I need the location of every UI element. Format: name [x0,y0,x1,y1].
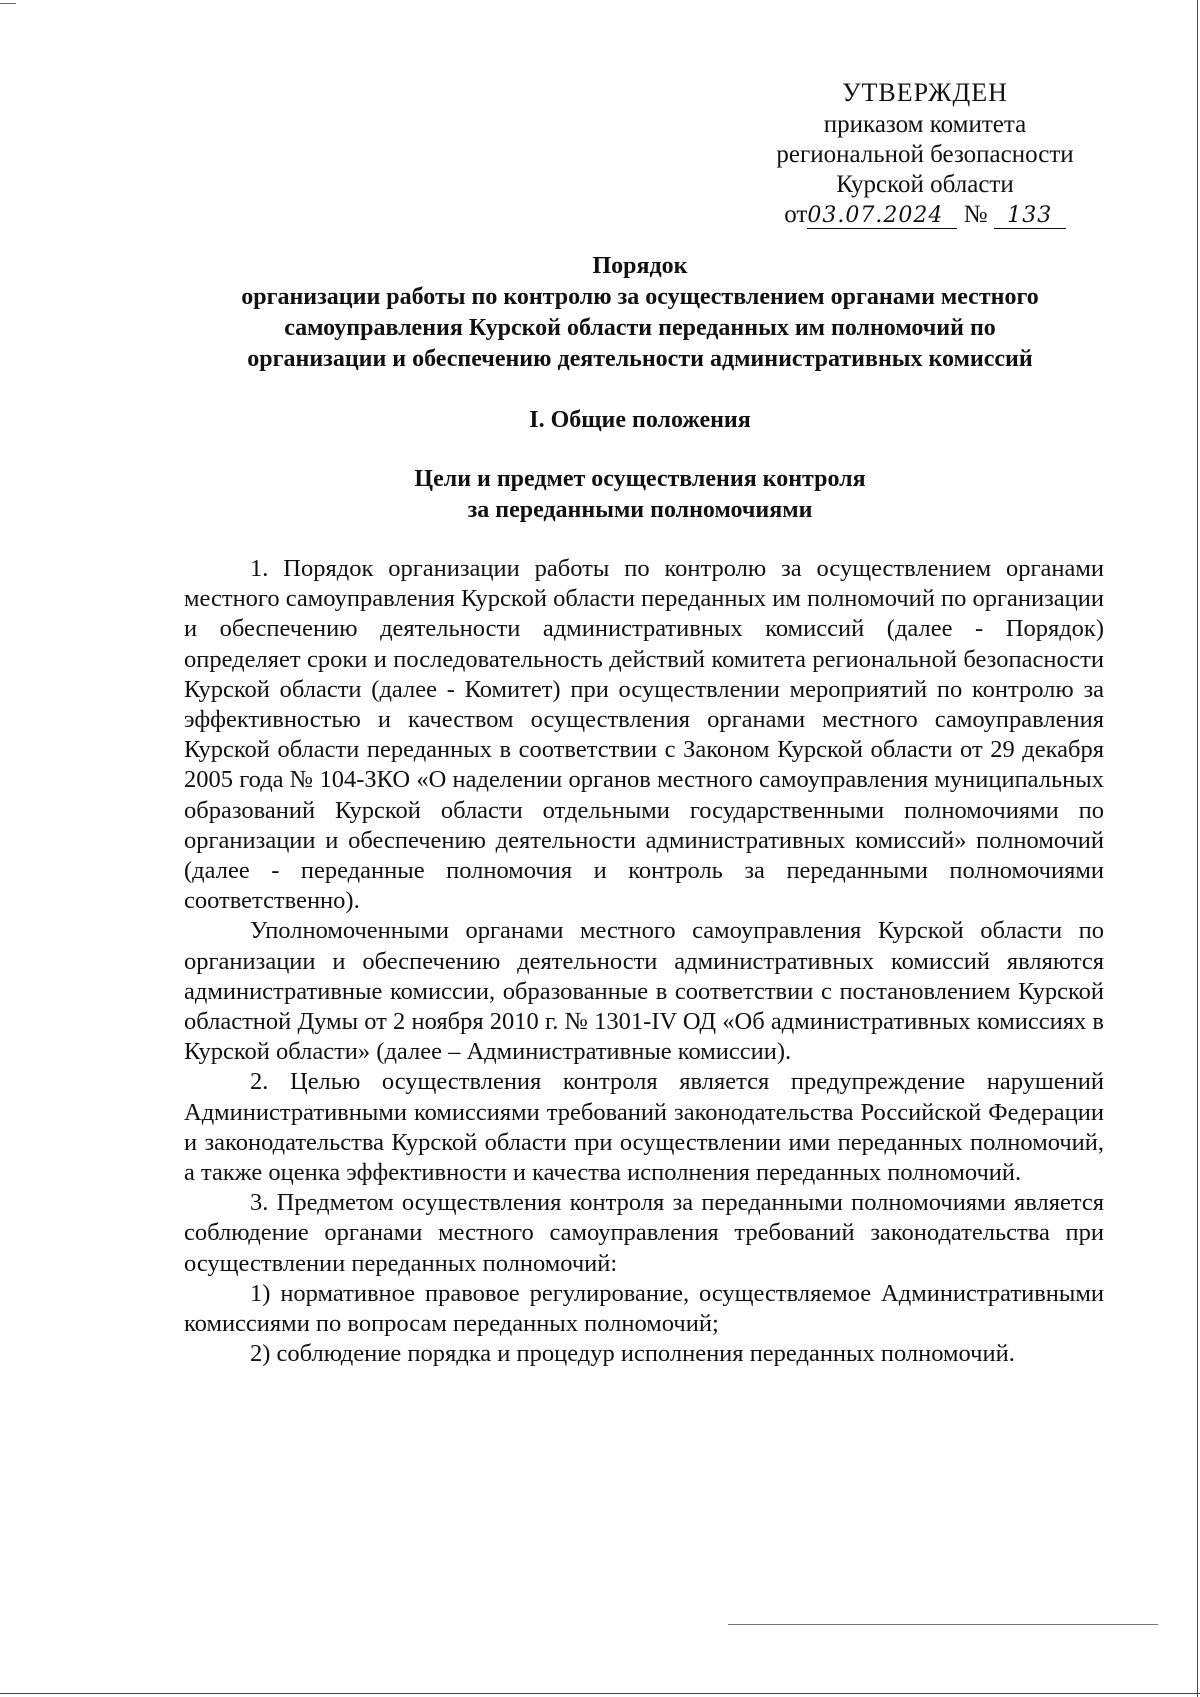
document-body [184,554,1104,1369]
date-prefix: от [784,201,808,228]
handwritten-number: 133 [994,204,1066,229]
section-subheading-line-2: за переданными полномочиями [467,497,813,523]
scan-edge-right [1197,0,1198,1697]
bottom-scan-line [728,1624,1158,1625]
number-prefix: № [963,201,988,228]
paragraph-1: 1. Порядок организации работы по контролю за осуществлением органами местного самоуправления Курской области переданных им полномочий по организации и обеспечению деятельности административных комиссий (далее - Порядок) определяет сроки и последовательность действий комитета региональной безопасности Курской области (далее - Комитет) при осуществлении мероприятий по контролю за эффективностью и качеством осуществления органами местного самоуправления Курской области переданных в соответствии с Законом Курской области от 29 декабря 2005 года № 104-ЗКО «О наделении органов местного самоуправления муниципальных образований Курской области отдельными государственными полномочиями по организации и обеспечению деятельности административных комиссий» полномочий (далее - переданные полномочия и контроль за переданными полномочиями соответственно). [184,555,1104,915]
approval-date-row [750,200,1100,230]
document-subtitle-line-1: организации работы по контролю за осуществлением органами местного [241,284,1039,310]
approval-block [750,78,1100,230]
paragraph-6: 2) соблюдение порядка и процедур исполнения переданных полномочий. [250,1340,1015,1368]
paragraph-5: 1) нормативное правовое регулирование, осуществляемое Административными комиссиями по вопросам переданных полномочий; [184,1279,1104,1338]
paragraph-3: 2. Целью осуществления контроля является предупреждение нарушений Административными комиссиями требований законодательства Российской Федерации и законодательства Курской области при осуществлении ими переданных полномочий, а также оценка эффективности и качества исполнения переданных полномочий. [184,1068,1104,1187]
section-subheading-line-1: Цели и предмет осуществления контроля [414,466,866,492]
approval-line-2: региональной безопасности [776,141,1074,168]
document-subtitle-line-3: организации и обеспечению деятельности административных комиссий [247,346,1033,372]
approval-line-3: Курской области [836,171,1014,198]
handwritten-date: 03.07.2024 [807,204,957,229]
section-subheading-block [160,464,1120,526]
document-subtitle-line-2: самоуправления Курской области переданных им полномочий по [284,315,996,341]
scan-edge-bottom [0,1693,1200,1694]
approval-title: УТВЕРЖДЕН [842,78,1008,107]
paragraph-2: Уполномоченными органами местного самоуправления Курской области по организации и обеспечению деятельности административных комиссий являются административные комиссии, образованные в соответствии с постановлением Курской областной Думы от 2 ноября 2010 г. № 1301-IV ОД «Об административных комиссиях в Курской области» (далее – Административные комиссии). [184,917,1104,1066]
section-heading: I. Общие положения [529,407,751,433]
document-title: Порядок [592,253,688,279]
paragraph-4: 3. Предметом осуществления контроля за переданными полномочиями является соблюдение органами местного самоуправления требований законодательства при осуществлении переданных полномочий: [184,1189,1104,1277]
scan-mark [0,3,16,4]
approval-line-1: приказом комитета [823,111,1027,138]
document-title-block [160,251,1120,375]
